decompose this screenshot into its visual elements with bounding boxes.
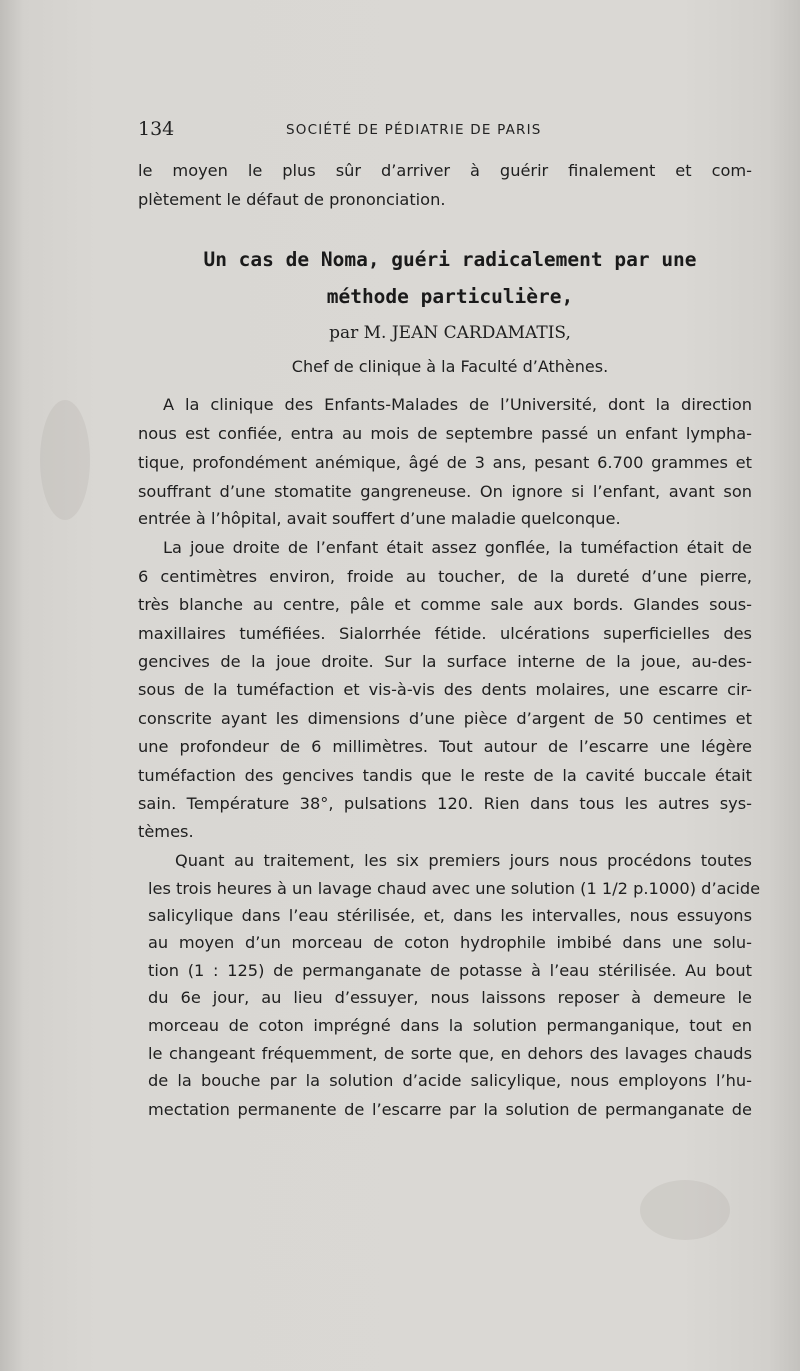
page-number: 134 — [138, 118, 175, 140]
paragraph-line: sous de la tuméfaction et vis-à-vis des dents molaires, une escarre cir- — [138, 680, 752, 699]
paper-stain — [640, 1180, 730, 1240]
paragraph-line: souffrant d’une stomatite gangreneuse. On ignore si l’enfant, avant son — [138, 482, 752, 501]
paragraph-line: de la bouche par la solution d’acide salicylique, nous employons l’hu- — [148, 1071, 752, 1090]
article-title: méthode particulière, — [326, 285, 574, 308]
paragraph-line: conscrite ayant les dimensions d’une pièce d’argent de 50 centimes et — [138, 709, 752, 728]
paper-stain — [40, 400, 90, 520]
paragraph-line: tuméfaction des gencives tandis que le reste de la cavité buccale était — [138, 766, 752, 785]
paragraph-line: mectation permanente de l’escarre par la solution de permanganate de — [148, 1100, 752, 1119]
paragraph-line: gencives de la joue droite. Sur la surface interne de la joue, au-des- — [138, 652, 752, 671]
paragraph-line: salicylique dans l’eau stérilisée, et, dans les intervalles, nous essuyons — [148, 906, 752, 925]
text-line: plètement le défaut de prononciation. — [138, 190, 446, 209]
paragraph-line: au moyen d’un morceau de coton hydrophile imbibé dans une solu- — [148, 933, 752, 952]
author-affiliation: Chef de clinique à la Faculté d’Athènes. — [291, 357, 609, 376]
paragraph-line: La joue droite de l’enfant était assez gonflée, la tuméfaction était de — [163, 538, 752, 557]
article-author: par M. JEAN CARDAMATIS, — [329, 323, 571, 343]
paragraph-line: tèmes. — [138, 822, 194, 841]
paragraph-line: maxillaires tuméfiées. Sialorrhée fétide. ulcérations superficielles des — [138, 624, 752, 643]
paragraph-line: Quant au traitement, les six premiers jours nous procédons toutes — [175, 851, 752, 870]
paragraph-line: une profondeur de 6 millimètres. Tout autour de l’escarre une légère — [138, 737, 752, 756]
paragraph-line: tique, profondément anémique, âgé de 3 ans, pesant 6.700 grammes et — [138, 453, 752, 472]
paragraph-line: entrée à l’hôpital, avait souffert d’une maladie quelconque. — [138, 509, 621, 528]
paragraph-line: morceau de coton imprégné dans la solution permanganique, tout en — [148, 1016, 752, 1035]
paragraph-line: le changeant fréquemment, de sorte que, en dehors des lavages chauds — [148, 1044, 752, 1063]
page-header — [138, 118, 750, 144]
paragraph-line: les trois heures à un lavage chaud avec une solution (1 1/2 p.1000) d’acide — [148, 879, 761, 898]
paragraph-line: nous est confiée, entra au mois de septembre passé un enfant lympha- — [138, 424, 752, 443]
paragraph-line: très blanche au centre, pâle et comme sale aux bords. Glandes sous- — [138, 595, 752, 614]
paragraph-line: sain. Température 38°, pulsations 120. Rien dans tous les autres sys- — [138, 794, 752, 813]
text-line: le moyen le plus sûr d’arriver à guérir finalement et com- — [138, 161, 752, 180]
paragraph-line: tion (1 : 125) de permanganate de potasse à l’eau stérilisée. Au bout — [148, 961, 752, 980]
paragraph-line: 6 centimètres environ, froide au toucher, de la dureté d’une pierre, — [138, 567, 752, 586]
running-head: SOCIÉTÉ DE PÉDIATRIE DE PARIS — [286, 122, 542, 138]
article-title: Un cas de Noma, guéri radicalement par une — [203, 248, 697, 271]
paragraph-line: A la clinique des Enfants-Malades de l’Université, dont la direction — [163, 395, 752, 414]
paragraph-line: du 6e jour, au lieu d’essuyer, nous laissons reposer à demeure le — [148, 988, 752, 1007]
